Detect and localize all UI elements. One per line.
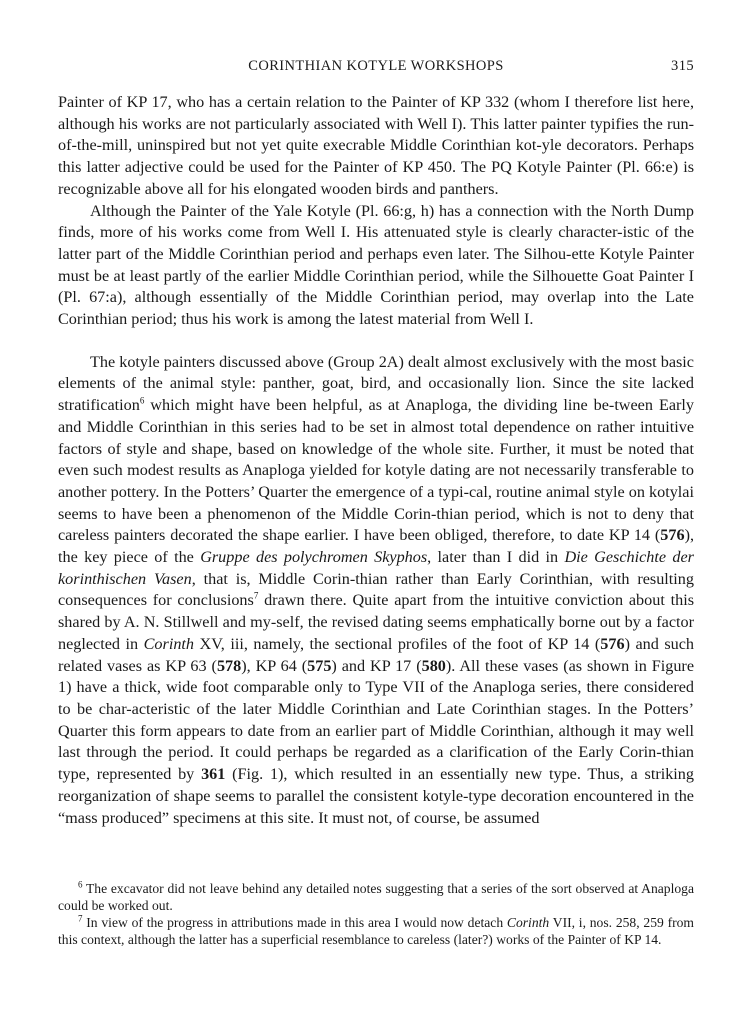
paragraph: [58, 352, 694, 829]
text-run: drawn there. Quite apart from the intuitive conviction about this shared by A. N. Stillwell and my-self, the revised dating seems emphatically borne out by a factor neglected in: [58, 591, 694, 653]
italic-title: Die Geschichte der korinthischen Vasen: [58, 548, 694, 588]
text-run: ), the key piece of the: [58, 526, 694, 567]
italic-title: Gruppe des polychromen Skyphos: [200, 548, 428, 567]
running-title: CORINTHIAN KOTYLE WORKSHOPS: [248, 58, 504, 74]
footnote-marker: 6: [139, 395, 145, 406]
footnote-marker: 6: [78, 879, 83, 890]
text-run: , that is, Middle Corin-thian rather than Early Corinthian, with resulting consequences for conclusions: [58, 569, 694, 610]
catalogue-number: 576: [600, 634, 625, 653]
page-number: 315: [671, 58, 694, 74]
text-run: which might have been helpful, as at Anaploga, the dividing line be-tween Early and Middle Corinthian in this series had to be set in almost total dependence on rather intuitive factors of style and shape, based on knowledge of the whole site. Further, it must be noted that even such modest results as Anaploga yielded for kotyle dating are not necessarily transferable to another pottery. In the Potters’ Quarter the emergence of a typi-cal, routine animal style on kotylai seems to have been a phenomenon of the Middle Corin-thian period, which is not to deny that careless painters decorated the shape earlier. I have been obliged, therefore, to date KP 14 (: [58, 396, 694, 545]
text-run: ). All these vases (as shown in Figure 1) have a thick, wide foot comparable only to Type VII of the Anaploga series, there considered to be char-acteristic of the later Middle Corinthian and Late Corinthian stages. In the Potters’ Quarter this form appears to date from an earlier part of Middle Corinthian, although it may well last through the period. It could perhaps be regarded as a clarification of the Early Corin-thian type, represented by: [58, 656, 694, 784]
text-run: Although the Painter of the Yale Kotyle (Pl. 66:g, h) has a connection with the North Dump finds, more of his works come from Well I. His attenuated style is clearly character-istic of the latter part of the Middle Corinthian period and perhaps even later. The Silhou-ette Kotyle Painter must be at least partly of the earlier Middle Corinthian period, while the Silhouette Goat Painter I (Pl. 67:a), although essentially of the Middle Corinthian period, may overlap into the Late Corinthian period; thus his work is among the latest material from Well I.: [58, 201, 694, 329]
text-run: VII, i, nos. 258, 259 from this context, although the latter has a superficial resemblance to careless (later?) works of the Painter of KP 14.: [58, 915, 694, 947]
text-run: Painter of KP 17, who has a certain relation to the Painter of KP 332 (whom I therefore list here, although his works are not particularly associated with Well I). This latter painter typifies the run-of-the-mill, uninspired but not yet quite execrable Middle Corinthian kot-yle decorators. Perhaps this latter adjective could be used for the Painter of KP 450. The PQ Kotyle Painter (Pl. 66:e) is recognizable above all for his elongated wooden birds and panthers.: [58, 93, 694, 198]
footnote: [58, 880, 694, 914]
text-run: The kotyle painters discussed above (Group 2A) dealt almost exclusively with the most basic elements of the animal style: panther, goat, bird, and occasionally lion. Since the site lacked stratification: [58, 352, 694, 415]
catalogue-number: 361: [201, 765, 226, 784]
footnote: [58, 914, 694, 948]
text-run: ), KP 64 (: [241, 656, 308, 675]
paragraph: [58, 92, 694, 201]
catalogue-number: 576: [660, 526, 685, 545]
text-run: ) and KP 17 (: [331, 656, 422, 675]
catalogue-number: 578: [216, 656, 242, 675]
footnotes: [58, 880, 694, 948]
footnote-marker: 7: [78, 913, 83, 924]
italic-title: Corinth: [143, 634, 194, 653]
italic-title: Corinth: [506, 915, 550, 930]
paragraph: [58, 201, 694, 331]
text-run: , later than I did in: [427, 548, 565, 567]
text-run: (Fig. 1), which resulted in an essentially new type. Thus, a striking reorganization of shape seems to parallel the consistent kotyle-type decoration encountered in the “mass produced” specimens at this site. It must not, of course, be assumed: [58, 765, 694, 827]
section-gap: [58, 331, 694, 352]
body-text: [58, 92, 694, 829]
text-run: The excavator did not leave behind any detailed notes suggesting that a series of the sort observed at Anaploga could be worked out.: [58, 881, 694, 913]
running-header: [58, 58, 694, 78]
footnote-marker: 7: [253, 591, 259, 602]
catalogue-number: 580: [421, 656, 446, 675]
catalogue-number: 575: [307, 656, 332, 675]
text-run: XV, iii, namely, the sectional profiles of the foot of KP 14 (: [194, 634, 601, 653]
text-run: ) and such related vases as KP 63 (: [58, 634, 695, 675]
text-run: In view of the progress in attributions made in this area I would now detach: [82, 915, 507, 930]
